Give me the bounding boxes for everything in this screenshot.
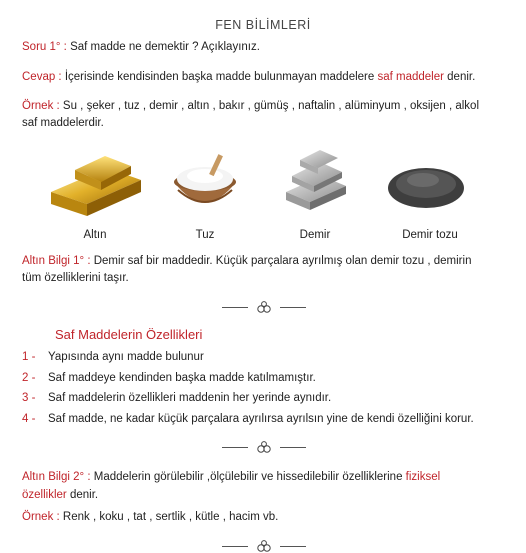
question-label: Soru 1° : <box>22 41 67 53</box>
property-number: 4 - <box>22 413 36 425</box>
golden-info-1-text: Demir saf bir maddedir. Küçük parçalara ayrılmış olan demir tozu , demirin <box>93 255 472 267</box>
ornament-icon <box>256 300 272 314</box>
section-divider <box>0 300 526 314</box>
property-3 <box>22 392 331 404</box>
golden-info-1 <box>22 255 471 267</box>
answer-text: İçerisinde kendisinden başka madde bulunmayan maddelere <box>64 71 375 83</box>
caption-iron: Demir <box>299 229 331 241</box>
property-2 <box>22 372 316 384</box>
caption-iron-powder: Demir tozu <box>402 229 458 241</box>
answer <box>22 71 475 83</box>
property-4 <box>22 413 474 425</box>
section-title: Saf Maddelerin Özellikleri <box>55 327 203 342</box>
ornament-icon <box>256 440 272 454</box>
property-number: 3 - <box>22 392 36 404</box>
answer-highlight: saf maddeler <box>377 71 444 83</box>
gold-bars-icon <box>45 152 145 218</box>
caption-salt: Tuz <box>195 229 215 241</box>
question-1 <box>22 41 260 53</box>
iron-powder-icon <box>385 158 467 212</box>
property-text: Yapısında aynı madde bulunur <box>48 351 204 363</box>
golden-info-2-end: denir. <box>69 489 99 501</box>
property-text: Saf maddelerin özellikleri maddenin her yerinde aynıdır. <box>48 392 332 404</box>
answer-end: denir. <box>447 71 476 83</box>
golden-info-2-label: Altın Bilgi 2° : <box>22 471 91 483</box>
golden-info-2 <box>22 471 440 483</box>
section-divider <box>0 440 526 454</box>
property-1 <box>22 351 204 363</box>
example-2 <box>22 511 278 523</box>
golden-info-1-line-2: tüm özelliklerini taşır. <box>22 272 129 284</box>
caption-gold: Altın <box>83 229 107 241</box>
salt-bowl-icon <box>170 152 240 218</box>
page-title: FEN BİLİMLERİ <box>215 18 311 32</box>
answer-label: Cevap : <box>22 71 62 83</box>
question-text: Saf madde ne demektir ? Açıklayınız. <box>70 41 260 53</box>
property-number: 1 - <box>22 351 36 363</box>
example-label: Örnek : <box>22 100 60 112</box>
iron-ingots-icon <box>280 148 350 218</box>
example-2-label: Örnek : <box>22 511 60 523</box>
example-1 <box>22 100 479 112</box>
example-2-text: Renk , koku , tat , sertlik , kütle , hacim vb. <box>62 511 279 523</box>
golden-info-2-highlight-2: özellikler <box>22 489 67 501</box>
example-line-2: saf maddelerdir. <box>22 117 104 129</box>
golden-info-2-text: Maddelerin görülebilir ,ölçülebilir ve hissedilebilir özelliklerine <box>93 471 403 483</box>
property-text: Saf maddeye kendinden başka madde katılmamıştır. <box>48 372 316 384</box>
property-number: 2 - <box>22 372 36 384</box>
golden-info-1-label: Altın Bilgi 1° : <box>22 255 91 267</box>
property-text: Saf madde, ne kadar küçük parçalara ayrılırsa ayrılsın yine de kendi özelliğini korur. <box>48 413 474 425</box>
golden-info-2-line-2 <box>22 489 98 501</box>
golden-info-2-highlight: fiziksel <box>405 471 441 483</box>
example-line-1: Su , şeker , tuz , demir , altın , bakır , gümüş , naftalin , alüminyum , oksijen , alkol <box>62 100 480 112</box>
